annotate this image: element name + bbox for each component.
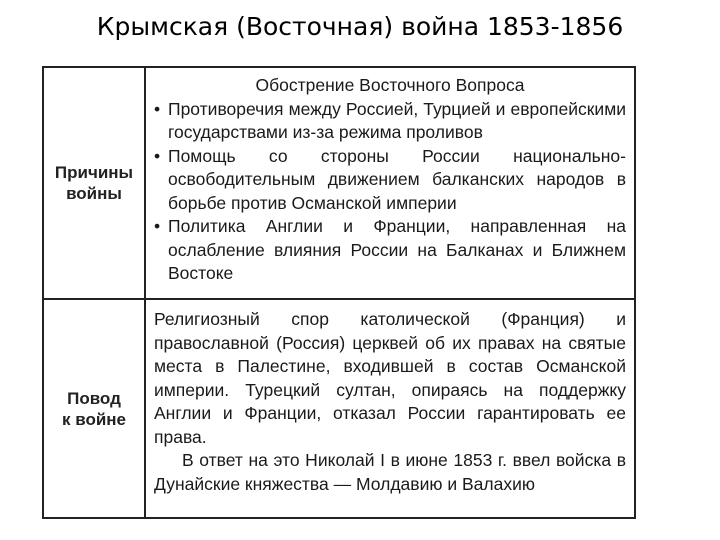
row-content-causes: [154, 68, 626, 298]
list-item: • Политика Англии и Франции, направленная на ослабление влияния России на Балканах и Ближнем Востоке: [154, 215, 626, 286]
list-item: • Противоречия между Россией, Турцией и европейскими государствами из-за режима проливов: [154, 98, 626, 145]
row-label-pretext: [44, 300, 146, 517]
table-row-pretext: [44, 300, 634, 517]
row-label-line: к войне: [61, 409, 126, 429]
row-label-causes: [44, 68, 146, 298]
row-label-line: Причины: [54, 163, 134, 182]
pretext-paragraph: В ответ на это Николай I в июне 1853 г. ввел войска в Дунайские княжества — Молдавию и Валахию: [154, 450, 626, 494]
page-title: Крымская (Восточная) война 1853-1856: [96, 12, 624, 41]
table-row-causes: [44, 68, 634, 300]
causes-subheading: Обострение Восточного Вопроса: [255, 75, 525, 95]
row-label-line: Повод: [67, 388, 121, 408]
list-item: • Помощь со стороны России национально-освободительным движением балканских народов в борьбе против Османской империи: [154, 145, 626, 216]
pretext-paragraph: Религиозный спор католической (Франция) и православной (Россия) церквей об их правах на святые места в Палестине, входившей в состав Османской империи. Турецкий султан, опираясь на поддержку Англии и Франции, отказал России гарантировать ее права.: [154, 309, 626, 447]
causes-list: [154, 98, 626, 286]
row-content-pretext: [154, 300, 626, 517]
row-label-line: войны: [66, 184, 122, 203]
history-table: [42, 66, 636, 519]
